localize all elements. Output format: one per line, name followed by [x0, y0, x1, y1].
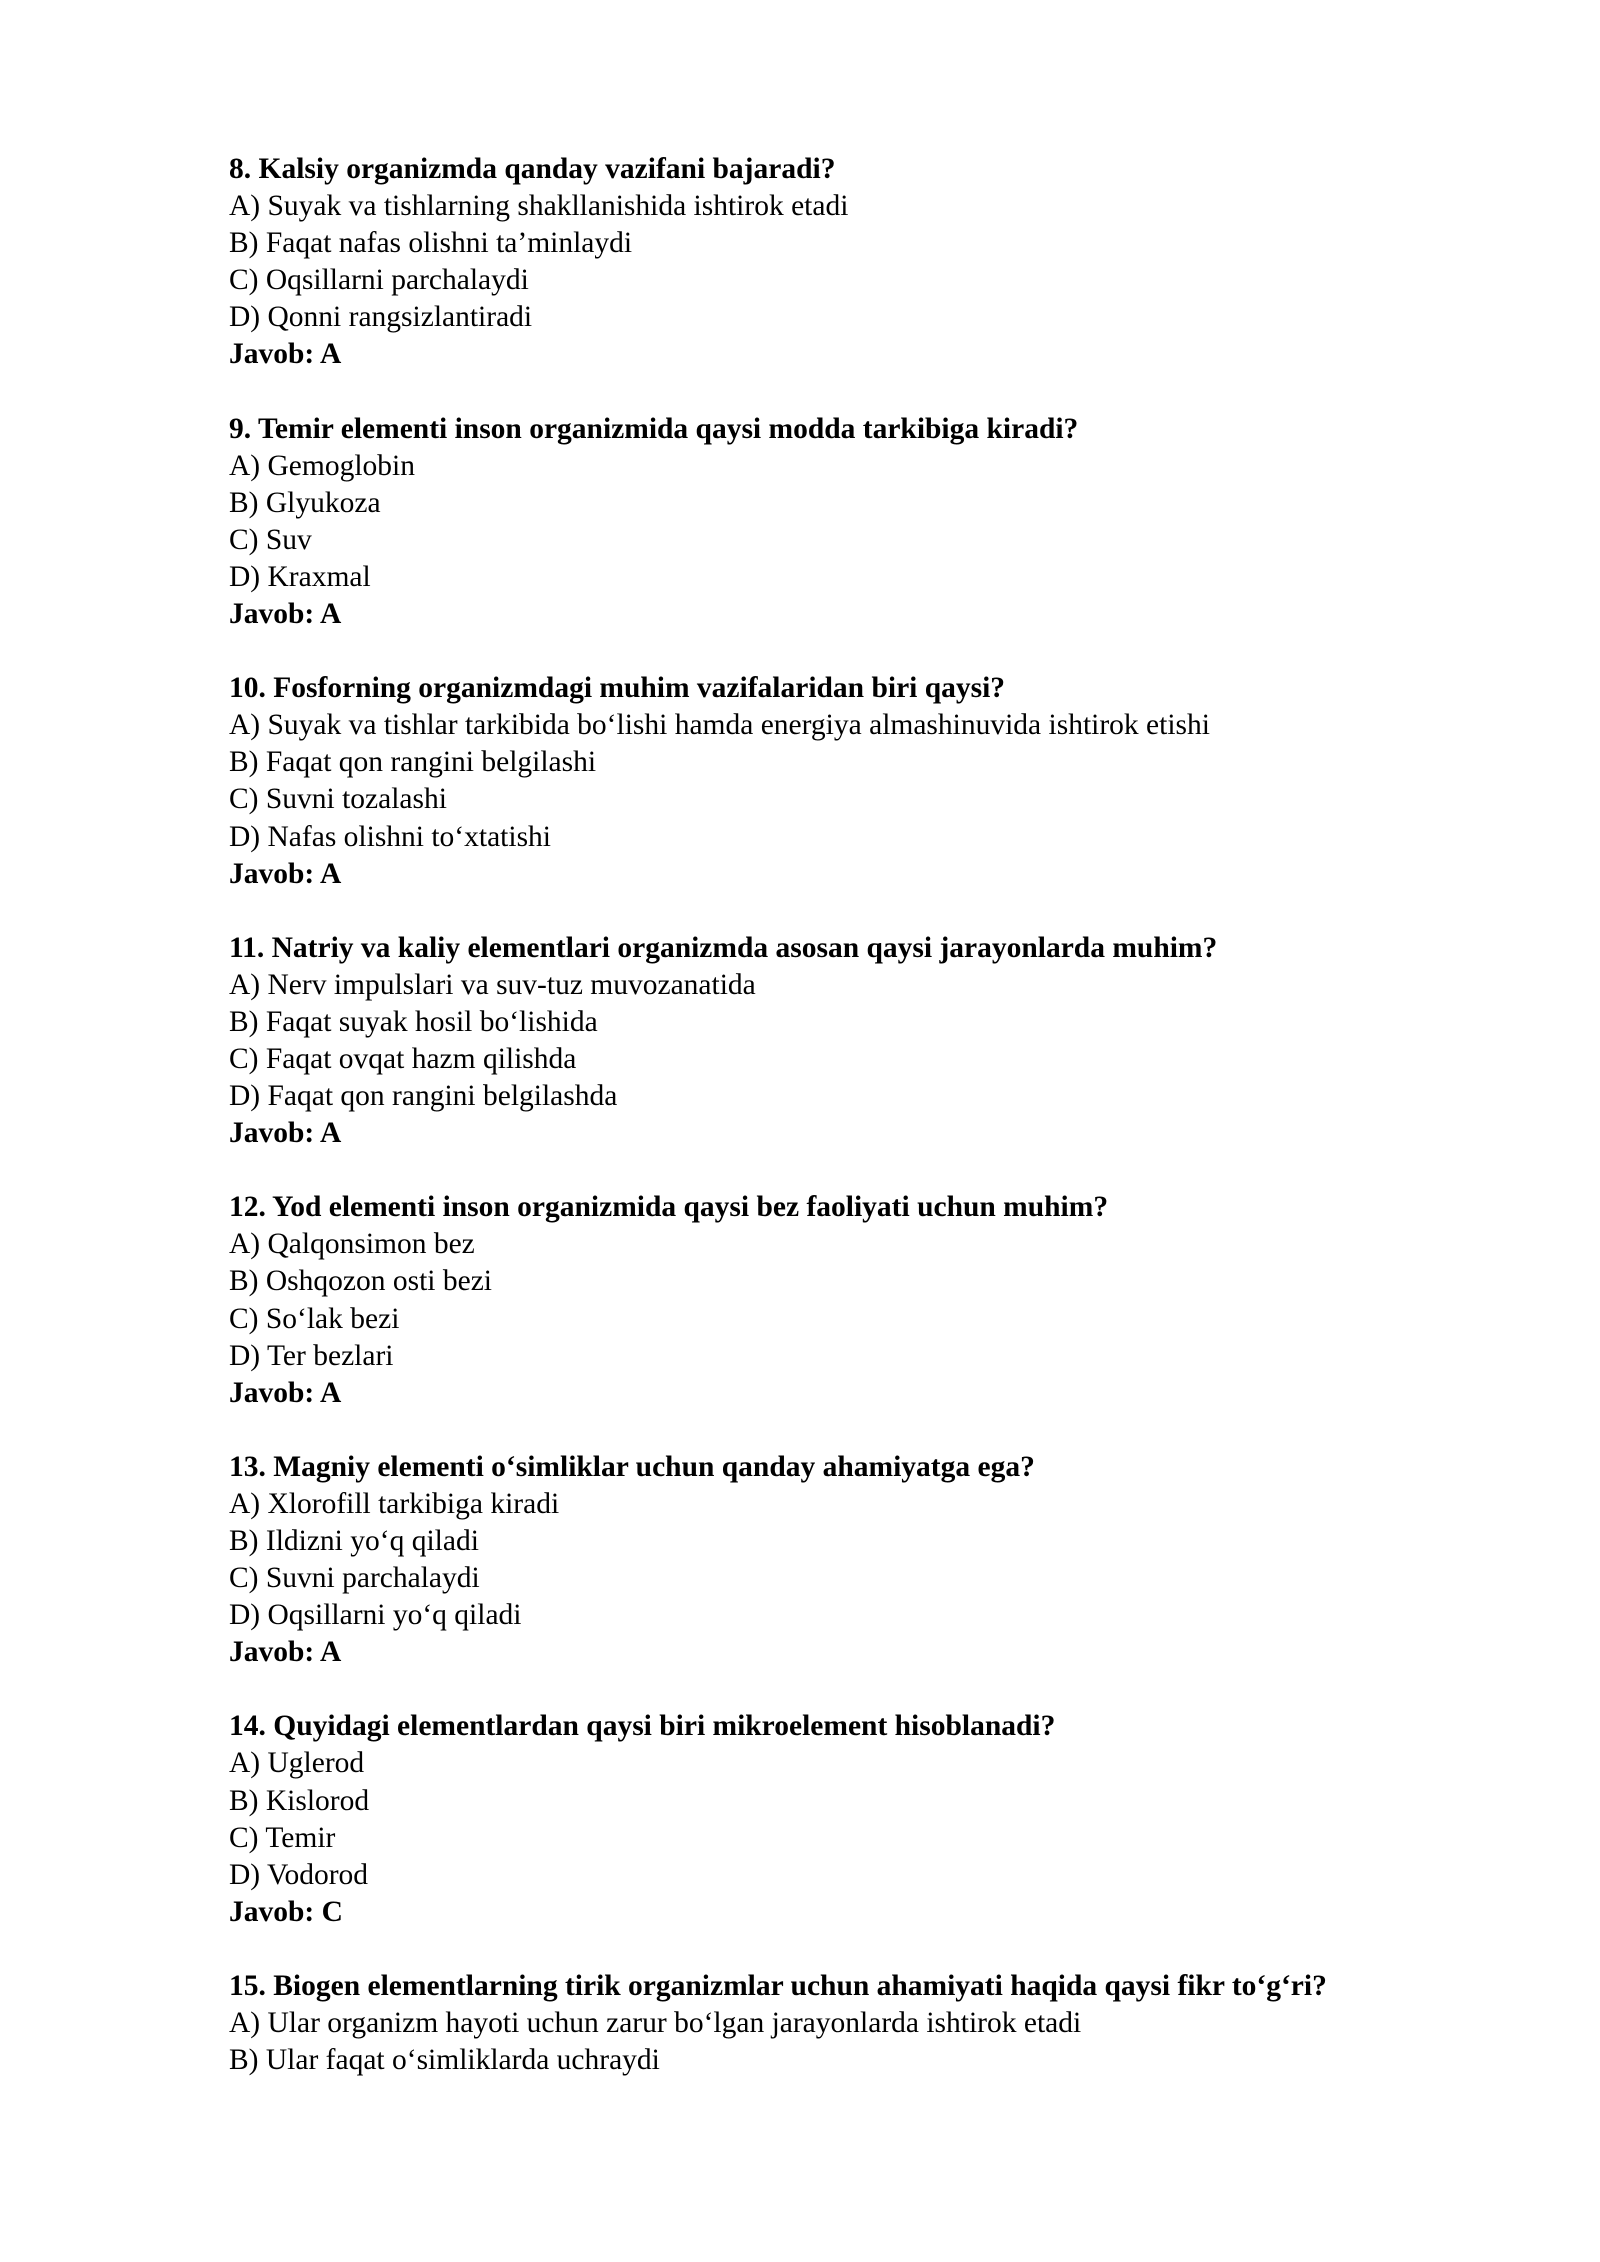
- document-page: [229, 151, 1529, 2116]
- option-c: C) Oqsillarni parchalaydi: [229, 264, 529, 297]
- question-title: 15. Biogen elementlarning tirik organizmlar uchun ahamiyati haqida qaysi fikr to‘g‘ri?: [229, 1969, 1327, 2002]
- option-a: A) Suyak va tishlar tarkibida bo‘lishi hamda energiya almashinuvida ishtirok etishi: [229, 709, 1210, 742]
- option-b: B) Kislorod: [229, 1784, 370, 1817]
- answer-line: Javob: A: [229, 1376, 342, 1409]
- question-block-12: [229, 1189, 1529, 1412]
- option-d: D) Faqat qon rangini belgilashda: [229, 1080, 618, 1113]
- answer-line: Javob: C: [229, 1895, 343, 1928]
- question-block-15: [229, 1968, 1529, 2079]
- answer-line: Javob: A: [229, 857, 342, 890]
- option-b: B) Faqat suyak hosil bo‘lishida: [229, 1005, 598, 1038]
- option-b: B) Glyukoza: [229, 486, 381, 519]
- answer-line: Javob: A: [229, 1636, 342, 1669]
- question-title: 9. Temir elementi inson organizmida qaysi modda tarkibiga kiradi?: [229, 412, 1079, 445]
- option-d: D) Qonni rangsizlantiradi: [229, 301, 533, 334]
- question-block-13: [229, 1449, 1529, 1672]
- answer-line: Javob: A: [229, 1117, 342, 1150]
- question-block-11: [229, 930, 1529, 1153]
- answer-line: Javob: A: [229, 598, 342, 631]
- option-a: A) Uglerod: [229, 1747, 365, 1780]
- option-a: A) Ular organizm hayoti uchun zarur bo‘lgan jarayonlarda ishtirok etadi: [229, 2007, 1082, 2040]
- option-a: A) Qalqonsimon bez: [229, 1228, 475, 1261]
- option-d: D) Ter bezlari: [229, 1339, 394, 1372]
- option-d: D) Nafas olishni to‘xtatishi: [229, 820, 551, 853]
- option-c: C) Suvni parchalaydi: [229, 1562, 480, 1595]
- question-title: 10. Fosforning organizmdagi muhim vazifalaridan biri qaysi?: [229, 672, 1006, 705]
- option-c: C) So‘lak bezi: [229, 1302, 400, 1335]
- question-block-10: [229, 670, 1529, 893]
- option-d: D) Kraxmal: [229, 560, 371, 593]
- question-title: 11. Natriy va kaliy elementlari organizmda asosan qaysi jarayonlarda muhim?: [229, 931, 1218, 964]
- option-a: A) Gemoglobin: [229, 449, 415, 482]
- option-c: C) Suvni tozalashi: [229, 783, 447, 816]
- option-c: C) Suv: [229, 523, 312, 556]
- option-a: A) Suyak va tishlarning shakllanishida ishtirok etadi: [229, 190, 849, 223]
- question-block-8: [229, 151, 1529, 374]
- question-title: 12. Yod elementi inson organizmida qaysi bez faoliyati uchun muhim?: [229, 1191, 1109, 1224]
- option-a: A) Xlorofill tarkibiga kiradi: [229, 1487, 560, 1520]
- option-b: B) Faqat qon rangini belgilashi: [229, 746, 597, 779]
- option-d: D) Oqsillarni yo‘q qiladi: [229, 1599, 522, 1632]
- question-title: 14. Quyidagi elementlardan qaysi biri mikroelement hisoblanadi?: [229, 1710, 1056, 1743]
- question-block-14: [229, 1708, 1529, 1931]
- option-a: A) Nerv impulslari va suv-tuz muvozanatida: [229, 968, 756, 1001]
- option-b: B) Oshqozon osti bezi: [229, 1265, 493, 1298]
- option-b: B) Ildizni yo‘q qiladi: [229, 1525, 479, 1557]
- question-title: 13. Magniy elementi o‘simliklar uchun qanday ahamiyatga ega?: [229, 1450, 1035, 1483]
- option-c: C) Faqat ovqat hazm qilishda: [229, 1042, 577, 1075]
- question-block-9: [229, 411, 1529, 634]
- answer-line: Javob: A: [229, 338, 342, 371]
- option-b: B) Ular faqat o‘simliklarda uchraydi: [229, 2044, 660, 2077]
- option-d: D) Vodorod: [229, 1858, 369, 1891]
- option-c: C) Temir: [229, 1821, 336, 1854]
- option-b: B) Faqat nafas olishni ta’minlaydi: [229, 227, 633, 260]
- question-title: 8. Kalsiy organizmda qanday vazifani bajaradi?: [229, 153, 836, 185]
